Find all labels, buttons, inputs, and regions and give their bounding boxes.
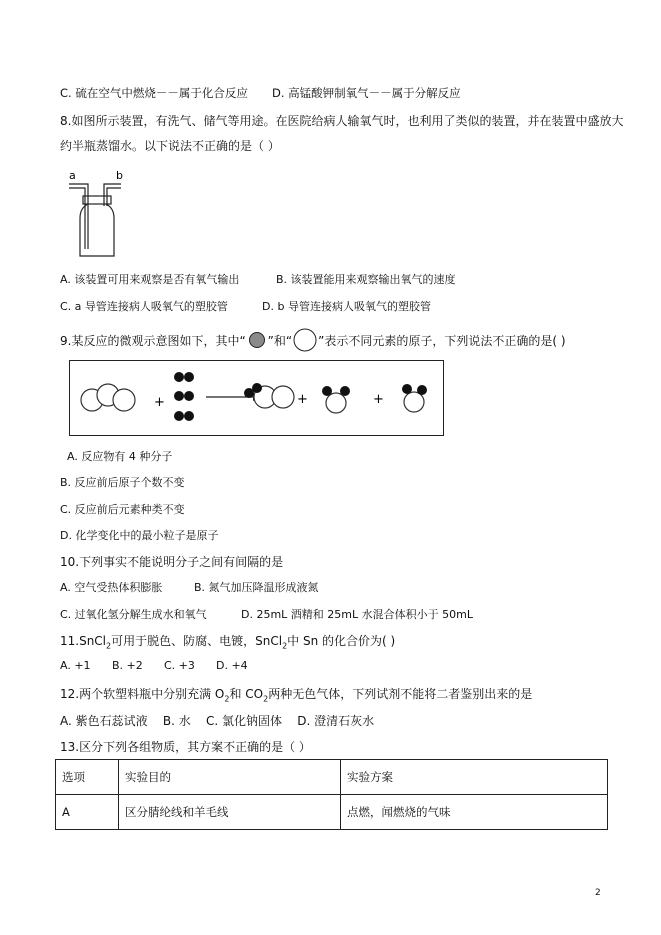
q7-option-d: D. 高锰酸钾制氧气－－属于分解反应 [272,86,461,100]
q12-subscript-2: 2 [263,694,269,704]
q11-subscript-2: 2 [282,641,288,651]
table-cell: 区分腈纶线和羊毛线 [119,795,341,830]
q11-subscript-1: 2 [106,641,112,651]
q8-stem-line1: 8.如图所示装置，有洗气、储气等用途。在医院给病人输氧气时，也利用了类似的装置，并在装置中盛放大 [60,114,624,128]
q12-options: A. 紫色石蕊试液 B. 水 C. 氯化钠固体 D. 澄清石灰水 [60,714,375,728]
q8-stem-line2: 约半瓶蒸馏水。以下说法不正确的是（ ） [60,139,280,153]
table-header-row [56,760,608,795]
q11-option-c: C. +3 [164,659,195,672]
gray-atom-icon [246,331,268,349]
q11-stem-part2: 可用于脱色、防腐、电镀，SnCl [111,634,283,648]
q8-option-a: A. 该装置可用来观察是否有氧气输出 [60,273,240,286]
q10-option-b: B. 氮气加压降温形成液氮 [194,581,319,594]
q11-stem [60,632,395,650]
reaction-micro-diagram [69,360,444,436]
q7-option-c: C. 硫在空气中燃烧－－属于化合反应 [60,86,248,100]
tube-b-label: b [116,169,123,182]
plus-sign-2: + [297,392,308,407]
q11-option-d: D. +4 [216,659,248,672]
q10-option-c: C. 过氧化氢分解生成水和氧气 [60,608,207,621]
q12-stem-part1: 12.两个软塑料瓶中分别充满 O [60,687,225,701]
q9-option-d: D. 化学变化中的最小粒子是原子 [60,529,219,542]
q8-option-c: C. a 导管连接病人吸氧气的塑胶管 [60,300,228,313]
q13-stem: 13.区分下列各组物质，其方案不正确的是（ ） [60,740,311,754]
table-row [56,795,608,830]
plus-sign-1: + [154,395,165,410]
q12-stem [60,685,532,703]
q13-table [55,759,608,830]
q9-stem [60,328,566,352]
gas-washing-bottle-diagram [66,166,136,262]
page-number: 2 [595,888,601,898]
q12-subscript-1: 2 [224,694,230,704]
q9-stem-part3: ”表示不同元素的原子，下列说法不正确的是( ) [318,334,566,348]
table-cell: A [56,795,119,830]
white-atom-icon [292,328,318,352]
q10-option-a: A. 空气受热体积膨胀 [60,581,163,594]
table-header-cell: 实验目的 [119,760,341,795]
q10-option-d: D. 25mL 酒精和 25mL 水混合体积小于 50mL [241,608,473,621]
q11-stem-part1: 11.SnCl [60,634,107,648]
q11-option-a: A. +1 [60,659,91,672]
q11-stem-part3: 中 Sn 的化合价为( ) [287,634,396,648]
table-header-cell: 选项 [56,760,119,795]
q9-option-b: B. 反应前后原子个数不变 [60,476,185,489]
q12-stem-part3: 两种无色气体，下列试剂不能将二者鉴别出来的是 [268,687,533,701]
q9-option-a: A. 反应物有 4 种分子 [67,450,173,463]
q12-stem-part2: 和 CO [229,687,264,701]
q9-stem-part1: 9.某反应的微观示意图如下，其中“ [60,334,246,348]
q8-option-d: D. b 导管连接病人吸氧气的塑胶管 [262,300,431,313]
plus-sign-3: + [373,392,384,407]
table-header-cell: 实验方案 [341,760,608,795]
q11-option-b: B. +2 [112,659,143,672]
tube-a-label: a [69,169,76,182]
q10-stem: 10.下列事实不能说明分子之间有间隔的是 [60,555,284,569]
q9-stem-part2: ”和“ [267,334,293,348]
q8-option-b: B. 该装置能用来观察输出氧气的速度 [276,273,456,286]
table-cell: 点燃，闻燃烧的气味 [341,795,608,830]
q9-option-c: C. 反应前后元素种类不变 [60,503,185,516]
